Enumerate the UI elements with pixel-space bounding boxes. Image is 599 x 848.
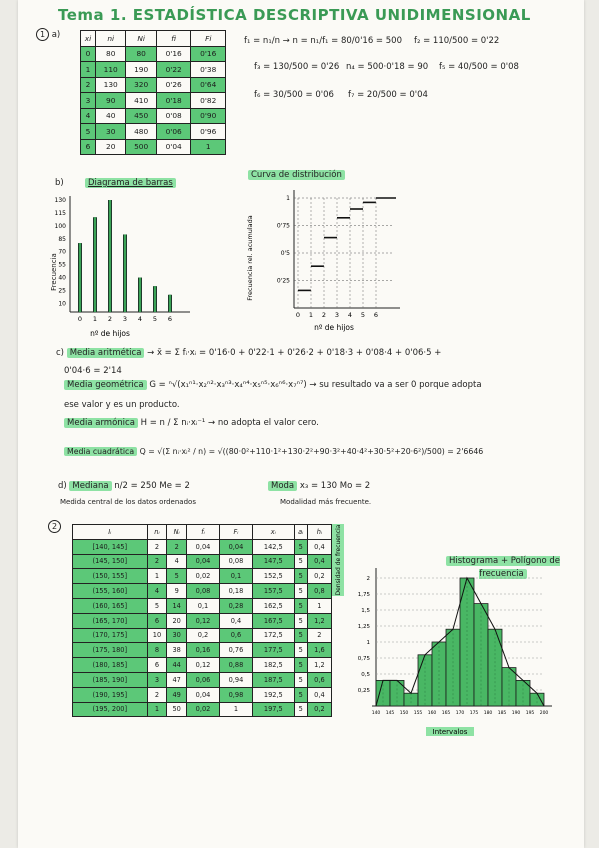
part-c-label: c) (56, 348, 64, 358)
media-result: 0'04·6 = 2'14 (64, 366, 122, 376)
geo-label: Media geométrica (64, 380, 147, 390)
table-cell: 1 (219, 702, 252, 717)
table-cell: 1 (147, 569, 167, 584)
table-cell: 142,5 (252, 539, 294, 554)
column-header: nᵢ (147, 525, 167, 540)
x-tick-label: 6 (373, 311, 379, 319)
histogram-bar (474, 604, 488, 706)
y-tick-label: 100 (54, 222, 66, 230)
table-row (73, 643, 332, 658)
x-tick-label: 145 (385, 711, 395, 716)
table-cell: 4 (167, 554, 187, 569)
table-cell: 0,08 (187, 584, 220, 599)
geo-row (64, 380, 482, 390)
table-cell: 20 (167, 613, 187, 628)
table-cell: 1,6 (307, 643, 331, 658)
table-cell: 0,04 (219, 539, 252, 554)
table-cell: 14 (167, 598, 187, 613)
table-row (73, 658, 332, 673)
x-tick-label: 190 (511, 711, 521, 716)
x-axis-label: nº de hijos (314, 323, 354, 332)
table-cell: 3 (81, 93, 96, 109)
table-cell: 0,88 (219, 658, 252, 673)
table-cell: 0'16 (156, 46, 191, 62)
table-cell: 5 (294, 539, 307, 554)
table-cell: 1 (307, 598, 331, 613)
x-tick-label: 160 (427, 711, 437, 716)
table-cell: 2 (167, 539, 187, 554)
column-header: xᵢ (252, 525, 294, 540)
table-row (73, 569, 332, 584)
table-row (73, 613, 332, 628)
table-cell: 0 (81, 46, 96, 62)
table-cell: (170, 175] (73, 628, 148, 643)
exercise-2-marker (48, 520, 61, 533)
table-row (73, 687, 332, 702)
table-cell: 152,5 (252, 569, 294, 584)
table-cell: 0'22 (156, 62, 191, 78)
table-cell: 5 (294, 554, 307, 569)
table-cell: 500 (126, 139, 156, 155)
bar-highlight (124, 234, 126, 312)
table-cell: 5 (147, 598, 167, 613)
table-cell: 3 (147, 672, 167, 687)
table-row (73, 584, 332, 599)
table-cell: 1 (191, 139, 226, 155)
table-cell: 5 (81, 124, 96, 140)
cuad-text: Q = √(Σ nᵢ·xᵢ² / n) = √((80·0²+110·1²+130·2²+90·3²+40·4²+30·5²+20·6²)/500) = 2'6646 (139, 447, 484, 456)
table-cell: 20 (95, 139, 125, 155)
x-tick-label: 0 (295, 311, 301, 319)
calc-2: f₂ = 110/500 = 0'22 (414, 36, 500, 46)
y-tick-label: 55 (58, 261, 66, 269)
moda-text: x₃ = 130 Mo = 2 (299, 481, 371, 491)
bar-chart (46, 190, 206, 340)
table-cell: 5 (294, 687, 307, 702)
table-cell: 6 (147, 658, 167, 673)
x-tick-label: 185 (497, 711, 507, 716)
calc-4: n₄ = 500·0'18 = 90 (346, 62, 429, 72)
table-cell: 0,06 (187, 672, 220, 687)
calc-7: f₇ = 20/500 = 0'04 (348, 90, 428, 100)
part-a-label: a) (51, 30, 61, 40)
table-cell: 0,6 (307, 672, 331, 687)
table-cell: 0'64 (191, 77, 226, 93)
x-tick-label: 4 (347, 311, 353, 319)
table-cell: 0'82 (191, 93, 226, 109)
y-tick-label: 0'5 (280, 250, 290, 257)
table-row (73, 554, 332, 569)
x-tick-label: 6 (167, 315, 173, 323)
page-title: Tema 1. ESTADÍSTICA DESCRIPTIVA UNIDIMENSIONAL (58, 6, 531, 24)
table-row (73, 702, 332, 717)
geo-text: G = ⁿ√(x₁ⁿ¹·x₂ⁿ²·x₃ⁿ³·x₄ⁿ⁴·x₅ⁿ⁵·x₆ⁿ⁶·x₇ⁿ⁷) → su resultado va a ser 0 porque adopta (149, 380, 482, 390)
table-cell: 0,28 (219, 598, 252, 613)
table-cell: 50 (167, 702, 187, 717)
table-cell: (185, 190] (73, 672, 148, 687)
table-cell: 49 (167, 687, 187, 702)
exercise-number: 1 (36, 28, 49, 41)
table-cell: 4 (147, 584, 167, 599)
table-cell: 0'90 (191, 108, 226, 124)
column-header: Nᵢ (167, 525, 187, 540)
table-header-row (73, 525, 332, 540)
table-row (73, 539, 332, 554)
table-cell: 0,02 (187, 569, 220, 584)
table-cell: 6 (81, 139, 96, 155)
table-row (81, 77, 226, 93)
table-cell: 162,5 (252, 598, 294, 613)
table-row (73, 672, 332, 687)
y-tick-label: 85 (58, 235, 66, 243)
part-b-label: b) (55, 178, 64, 188)
table-cell: 0'38 (191, 62, 226, 78)
table-cell: 0'96 (191, 124, 226, 140)
bar-chart-title: Diagrama de barras (85, 178, 176, 188)
table-cell: 0,4 (307, 539, 331, 554)
table-cell: (175, 180] (73, 643, 148, 658)
table-cell: (190, 195] (73, 687, 148, 702)
table-cell: (180, 185] (73, 658, 148, 673)
moda-definition: Modalidad más frecuente. (280, 498, 372, 506)
x-tick-label: 3 (334, 311, 340, 319)
y-tick-label: 1 (366, 640, 370, 646)
table-cell: 0,98 (219, 687, 252, 702)
cuad-row (64, 447, 483, 456)
column-header: xi (81, 31, 96, 47)
y-tick-label: 0'75 (276, 222, 290, 230)
moda-row (268, 481, 370, 491)
y-tick-label: 1,5 (361, 608, 370, 614)
table-cell: 0,6 (219, 628, 252, 643)
table-cell: 182,5 (252, 658, 294, 673)
exercise-2-number: 2 (48, 520, 61, 533)
table-cell: 320 (126, 77, 156, 93)
x-tick-label: 165 (441, 711, 451, 716)
x-tick-label: 3 (122, 315, 128, 323)
table-cell: 80 (126, 46, 156, 62)
table-cell: 30 (95, 124, 125, 140)
y-tick-label: 70 (58, 248, 66, 256)
y-tick-label: 0,5 (361, 672, 370, 678)
x-tick-label: 2 (107, 315, 113, 323)
column-header: aᵢ (294, 525, 307, 540)
table-cell: 2 (147, 554, 167, 569)
table-cell: 0,4 (219, 613, 252, 628)
table-row (81, 62, 226, 78)
x-tick-label: 4 (137, 315, 143, 323)
y-tick-label: 25 (58, 287, 66, 295)
column-header: Fᵢ (219, 525, 252, 540)
calc-6: f₆ = 30/500 = 0'06 (254, 90, 334, 100)
table-cell: 0,94 (219, 672, 252, 687)
table-cell: 10 (147, 628, 167, 643)
x-tick-label: 5 (360, 311, 366, 319)
y-tick-label: 130 (54, 197, 66, 204)
table-cell: 0'04 (156, 139, 191, 155)
moda-label: Moda (268, 481, 297, 491)
table-cell: 0,4 (307, 687, 331, 702)
bar-highlight (154, 286, 156, 312)
table-cell: 0,16 (187, 643, 220, 658)
table-cell: 0,2 (187, 628, 220, 643)
bar-highlight (109, 200, 111, 312)
x-tick-label: 2 (321, 311, 327, 319)
table-cell: 0'08 (156, 108, 191, 124)
table-cell: 1 (81, 62, 96, 78)
table-cell: 38 (167, 643, 187, 658)
column-header: ni (95, 31, 125, 47)
bar-highlight (139, 278, 141, 312)
step-chart-title: Curva de distribución (248, 170, 345, 180)
table-cell: 1,2 (307, 613, 331, 628)
calc-3: f₃ = 130/500 = 0'26 (254, 62, 340, 72)
table-cell: 0'26 (156, 77, 191, 93)
table-row (73, 598, 332, 613)
table-cell: 5 (294, 569, 307, 584)
table-cell: 44 (167, 658, 187, 673)
histogram-chart (318, 520, 563, 740)
table-cell: 8 (147, 643, 167, 658)
mediana-definition: Medida central de los datos ordenados (60, 498, 196, 506)
table-cell: 5 (294, 658, 307, 673)
part-c-row (56, 348, 441, 358)
x-tick-label: 1 (308, 311, 314, 319)
table-cell: 0,76 (219, 643, 252, 658)
y-tick-label: 2 (366, 576, 370, 582)
y-tick-label: 0,75 (357, 656, 370, 662)
table-cell: 0,04 (187, 554, 220, 569)
table-cell: 2 (147, 687, 167, 702)
arm-row (64, 418, 319, 428)
y-axis-label: Frecuencia rel. acumulada (246, 215, 254, 301)
y-axis-label: Densidad de frecuencia (335, 524, 342, 596)
table-cell: 167,5 (252, 613, 294, 628)
table-cell: 2 (81, 77, 96, 93)
table-cell: 480 (126, 124, 156, 140)
table-cell: 187,5 (252, 672, 294, 687)
bar-highlight (169, 295, 171, 312)
table-cell: 197,5 (252, 702, 294, 717)
table-cell: 2 (147, 539, 167, 554)
x-tick-label: 150 (399, 711, 409, 716)
table-cell: 190 (126, 62, 156, 78)
y-tick-label: 0,25 (357, 688, 370, 694)
calc-1: f₁ = n₁/n → n = n₁/f₁ = 80/0'16 = 500 (244, 36, 402, 46)
table-cell: 0'16 (191, 46, 226, 62)
column-header: hᵢ (307, 525, 331, 540)
table-cell: 5 (294, 643, 307, 658)
x-tick-label: 1 (92, 315, 98, 323)
x-tick-label: 180 (483, 711, 493, 716)
table-cell: 0'18 (156, 93, 191, 109)
column-header: fi (156, 31, 191, 47)
table-cell: 0,2 (307, 569, 331, 584)
x-tick-label: 200 (539, 711, 549, 716)
exercise-1-marker (36, 28, 60, 41)
table-row (81, 139, 226, 155)
table-cell: (165, 170] (73, 613, 148, 628)
table-row (81, 108, 226, 124)
table-cell: 6 (147, 613, 167, 628)
arm-label: Media armónica (64, 418, 138, 428)
table-cell: 0,8 (307, 584, 331, 599)
mediana-label: Mediana (69, 481, 111, 491)
media-formula: → x̄ = Σ fᵢ·xᵢ = 0'16·0 + 0'22·1 + 0'26·2 + 0'18·3 + 0'08·4 + 0'06·5 + (147, 348, 442, 358)
table-cell: (195, 200] (73, 702, 148, 717)
table-cell: 1 (147, 702, 167, 717)
table-cell: (155, 160] (73, 584, 148, 599)
x-tick-label: 5 (152, 315, 158, 323)
table-cell: 130 (95, 77, 125, 93)
part-d-row (58, 481, 190, 491)
calc-5: f₅ = 40/500 = 0'08 (439, 62, 519, 72)
table-cell: 0,12 (187, 613, 220, 628)
table-cell: 0,4 (307, 554, 331, 569)
x-tick-label: 0 (77, 315, 83, 323)
table-row (81, 93, 226, 109)
table-cell: 172,5 (252, 628, 294, 643)
histogram-title: Histograma + Polígono de frecuencia (438, 555, 568, 581)
table-cell: 5 (294, 613, 307, 628)
table-cell: 0,04 (187, 687, 220, 702)
cuad-label: Media cuadrática (64, 447, 137, 456)
table-cell: 4 (81, 108, 96, 124)
arm-text: H = n / Σ nᵢ·xᵢ⁻¹ → no adopta el valor cero. (140, 418, 319, 428)
part-d-label: d) (58, 481, 67, 491)
table-cell: 0,1 (187, 598, 220, 613)
y-tick-label: 1 (286, 195, 290, 202)
table-cell: 5 (167, 569, 187, 584)
table-cell: 0,1 (219, 569, 252, 584)
table-cell: 0,08 (219, 554, 252, 569)
y-tick-label: 40 (58, 274, 66, 282)
table-cell: 157,5 (252, 584, 294, 599)
table-cell: 147,5 (252, 554, 294, 569)
table-cell: 177,5 (252, 643, 294, 658)
frequency-table (80, 30, 226, 155)
y-tick-label: 115 (54, 209, 66, 217)
table-cell: 47 (167, 672, 187, 687)
table-cell: [140, 145] (73, 539, 148, 554)
table-cell: 0,04 (187, 539, 220, 554)
table-cell: 450 (126, 108, 156, 124)
column-header: Iᵢ (73, 525, 148, 540)
bar-highlight (79, 243, 81, 312)
table-cell: 5 (294, 702, 307, 717)
table-cell: 1,2 (307, 658, 331, 673)
grouped-frequency-table (72, 524, 332, 717)
x-axis-label: Intervalos (432, 728, 468, 736)
x-axis-label: nº de hijos (90, 329, 130, 338)
bar-highlight (94, 217, 96, 312)
y-tick-label: 1,75 (357, 592, 370, 598)
notes-page (18, 0, 584, 848)
table-cell: 5 (294, 628, 307, 643)
geo-text-2: ese valor y es un producto. (64, 400, 180, 410)
mediana-text: n/2 = 250 Me = 2 (114, 481, 190, 491)
table-cell: (150, 155] (73, 569, 148, 584)
table-row (81, 124, 226, 140)
table-cell: 9 (167, 584, 187, 599)
table-cell: 5 (294, 584, 307, 599)
table-cell: 40 (95, 108, 125, 124)
x-tick-label: 155 (413, 711, 423, 716)
x-tick-label: 195 (525, 711, 535, 716)
y-tick-label: 1,25 (357, 624, 370, 630)
media-label: Media aritmética (67, 348, 145, 358)
x-tick-label: 170 (455, 711, 465, 716)
y-tick-label: 10 (58, 300, 66, 308)
table-cell: 0'06 (156, 124, 191, 140)
table-cell: 110 (95, 62, 125, 78)
step-chart (230, 180, 405, 338)
y-tick-label: 0'25 (276, 277, 290, 285)
table-cell: 410 (126, 93, 156, 109)
table-header-row (81, 31, 226, 47)
x-tick-label: 175 (469, 711, 479, 716)
table-cell: 5 (294, 598, 307, 613)
table-cell: 0,12 (187, 658, 220, 673)
column-header: Fi (191, 31, 226, 47)
table-cell: 5 (294, 672, 307, 687)
table-row (81, 46, 226, 62)
table-cell: (145, 150] (73, 554, 148, 569)
table-row (73, 628, 332, 643)
table-cell: 192,5 (252, 687, 294, 702)
column-header: fᵢ (187, 525, 220, 540)
table-cell: 0,02 (187, 702, 220, 717)
table-cell: 2 (307, 628, 331, 643)
table-cell: 0,2 (307, 702, 331, 717)
x-tick-label: 140 (371, 711, 381, 716)
table-cell: 80 (95, 46, 125, 62)
column-header: Ni (126, 31, 156, 47)
table-cell: 90 (95, 93, 125, 109)
table-cell: (160, 165] (73, 598, 148, 613)
table-cell: 0,18 (219, 584, 252, 599)
y-axis-label: Frecuencia (50, 253, 58, 291)
table-cell: 30 (167, 628, 187, 643)
